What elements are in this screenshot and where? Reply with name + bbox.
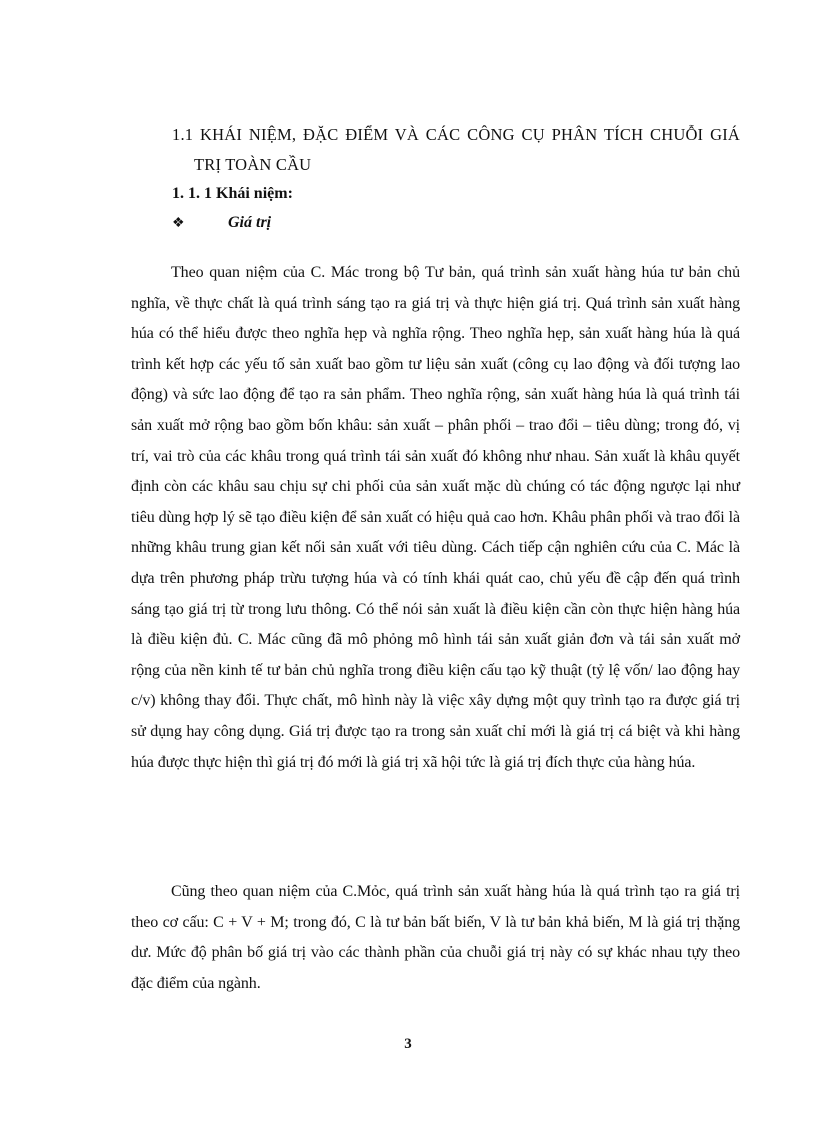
bullet-label: Giá trị: [228, 214, 272, 231]
section-heading-line-1: 1.1 KHÁI NIỆM, ĐẶC ĐIỂM VÀ CÁC CÔNG CỤ PHÂN TÍCH CHUỖI GIÁ: [172, 125, 740, 144]
page-number: 3: [404, 1036, 412, 1052]
section-heading-line-2: TRỊ TOÀN CẦU: [194, 155, 312, 174]
paragraph-1: Theo quan niệm của C. Mác trong bộ Tư bản, quá trình sản xuất hàng húa tư bản chủ nghĩa, về thực chất là quá trình sáng tạo ra giá trị và thực hiện giá trị. Quá trình sản xuất hàng húa có thể hiểu được theo nghĩa hẹp và nghĩa rộng. Theo nghĩa hẹp, sản xuất hàng húa là quá trình kết hợp các yếu tố sản xuất bao gồm tư liệu sản xuất (công cụ lao động và đối tượng lao động) và sức lao động để tạo ra sản phẩm. Theo nghĩa rộng, sản xuất hàng húa là quá trình tái sản xuất mở rộng bao gồm bốn khâu: sản xuất – phân phối – trao đổi – tiêu dùng; trong đó, vị trí, vai trò của các khâu trong quá trình tái sản xuất đó không như nhau. Sản xuất là khâu quyết định còn các khâu sau chịu sự chi phối của sản xuất mặc dù chúng có tác động ngược lại như tiêu dùng hợp lý sẽ tạo điều kiện để sản xuất có hiệu quả cao hơn. Khâu phân phối và trao đổi là những khâu trung gian kết nối sản xuất với tiêu dùng. Cách tiếp cận nghiên cứu của C. Mác là dựa trên phương pháp trừu tượng húa và có tính khái quát cao, chủ yếu đề cập đến quá trình sáng tạo giá trị từ trong lưu thông. Có thể nói sản xuất là điều kiện cần còn thực hiện hàng húa là điều kiện đủ. C. Mác cũng đã mô phỏng mô hình tái sản xuất giản đơn và tái sản xuất mở rộng của nền kinh tế tư bản chủ nghĩa trong điều kiện cấu tạo kỹ thuật (tỷ lệ vốn/ lao động hay c/v) không thay đổi. Thực chất, mô hình này là việc xây dựng một quy trình tạo ra được giá trị sử dụng hay công dụng. Giá trị được tạo ra trong sản xuất chỉ mới là giá trị cá biệt và khi hàng húa được thực hiện thì giá trị đó mới là giá trị xã hội tức là giá trị đích thực của hàng húa.: [131, 264, 740, 771]
section-heading: [172, 120, 740, 180]
paragraph-2: Cũng theo quan niệm của C.Mỏc, quá trình sản xuất hàng húa là quá trình tạo ra giá trị theo cơ cấu: C + V + M; trong đó, C là tư bản bất biến, V là tư bản khả biến, M là giá trị thặng dư. Mức độ phân bố giá trị vào các thành phần của chuỗi giá trị này có sự khác nhau tựy theo đặc điểm của ngành.: [131, 883, 740, 992]
bullet-item: [172, 214, 271, 232]
subsection-heading: 1. 1. 1 Khái niệm:: [172, 185, 293, 202]
diamond-bullet-icon: ❖: [172, 216, 185, 231]
